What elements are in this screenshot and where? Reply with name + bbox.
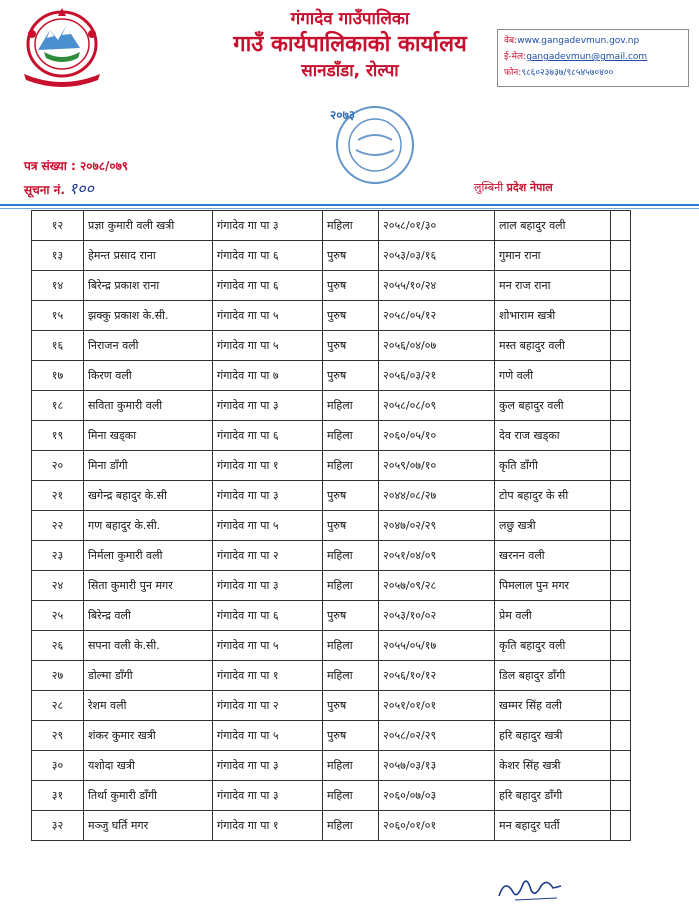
blank-cell <box>611 541 631 571</box>
serial-number-cell: १३ <box>32 241 84 271</box>
birth-date-cell: २०५३/१०/०२ <box>379 601 495 631</box>
birth-date-cell: २०५५/१०/२४ <box>379 271 495 301</box>
header-rule <box>0 204 699 206</box>
applicant-name-cell: मिना खड्का <box>84 421 213 451</box>
address-cell: गंगादेव गा पा १ <box>213 661 323 691</box>
serial-number-cell: २१ <box>32 481 84 511</box>
father-name-cell: गणे वली <box>495 361 611 391</box>
table-row <box>32 721 631 751</box>
gender-cell: पुरुष <box>323 511 379 541</box>
address-cell: गंगादेव गा पा ३ <box>213 211 323 241</box>
applicant-name-cell: खगेन्द्र बहादुर के.सी <box>84 481 213 511</box>
birth-date-cell: २०५६/०४/०७ <box>379 331 495 361</box>
birth-date-cell: २०६०/०१/०१ <box>379 811 495 841</box>
blank-cell <box>611 691 631 721</box>
gender-cell: महिला <box>323 451 379 481</box>
address-cell: गंगादेव गा पा ६ <box>213 241 323 271</box>
web-label: वेब: <box>504 36 518 46</box>
address-cell: गंगादेव गा पा ३ <box>213 751 323 781</box>
serial-number-cell: १६ <box>32 331 84 361</box>
blank-cell <box>611 421 631 451</box>
father-name-cell: शोभाराम खत्री <box>495 301 611 331</box>
birth-date-cell: २०५६/०३/२१ <box>379 361 495 391</box>
father-name-cell: पिमलाल पुन मगर <box>495 571 611 601</box>
father-name-cell: कुल बहादुर वली <box>495 391 611 421</box>
address-cell: गंगादेव गा पा ३ <box>213 571 323 601</box>
blank-cell <box>611 721 631 751</box>
serial-number-cell: २२ <box>32 511 84 541</box>
applicant-name-cell: झक्कु प्रकाश के.सी. <box>84 301 213 331</box>
email-label: ई-मेल: <box>504 52 527 62</box>
blank-cell <box>611 271 631 301</box>
applicant-name-cell: बिरेन्द्र वली <box>84 601 213 631</box>
notice-label: सूचना नं. <box>24 183 65 197</box>
address-cell: गंगादेव गा पा १ <box>213 451 323 481</box>
blank-cell <box>611 391 631 421</box>
gender-cell: महिला <box>323 751 379 781</box>
blank-cell <box>611 571 631 601</box>
father-name-cell: देव राज खड्का <box>495 421 611 451</box>
applicant-name-cell: सपना वली के.सी. <box>84 631 213 661</box>
address-cell: गंगादेव गा पा ५ <box>213 301 323 331</box>
father-name-cell: हरि बहादुर डाँगी <box>495 781 611 811</box>
address-cell: गंगादेव गा पा २ <box>213 691 323 721</box>
serial-number-cell: २८ <box>32 691 84 721</box>
gender-cell: पुरुष <box>323 481 379 511</box>
table-row <box>32 421 631 451</box>
blank-cell <box>611 301 631 331</box>
table-row <box>32 631 631 661</box>
gender-cell: महिला <box>323 211 379 241</box>
web-link[interactable]: www.gangadevmun.gov.np <box>517 36 640 46</box>
birth-date-cell: २०५८/०८/०९ <box>379 391 495 421</box>
address-cell: गंगादेव गा पा ५ <box>213 331 323 361</box>
phone-label: फोन: <box>504 68 522 78</box>
reference-value: २०७८/०७९ <box>79 159 129 173</box>
serial-number-cell: २३ <box>32 541 84 571</box>
blank-cell <box>611 241 631 271</box>
table-row <box>32 301 631 331</box>
emblem-icon <box>14 4 110 88</box>
gender-cell: महिला <box>323 421 379 451</box>
blank-cell <box>611 601 631 631</box>
father-name-cell: मस्त बहादुर वली <box>495 331 611 361</box>
blank-cell <box>611 811 631 841</box>
office-name: गाउँ कार्यपालिकाको कार्यालय <box>233 32 467 57</box>
serial-number-cell: १९ <box>32 421 84 451</box>
birth-date-cell: २०५६/१०/१२ <box>379 661 495 691</box>
father-name-cell: लछु खत्री <box>495 511 611 541</box>
birth-date-cell: २०५५/०५/१७ <box>379 631 495 661</box>
birth-date-cell: २०४७/०२/२९ <box>379 511 495 541</box>
applicant-name-cell: रेशम वली <box>84 691 213 721</box>
serial-number-cell: २४ <box>32 571 84 601</box>
blank-cell <box>611 781 631 811</box>
father-name-cell: डिल बहादुर डाँगी <box>495 661 611 691</box>
serial-number-cell: ३० <box>32 751 84 781</box>
table-row <box>32 241 631 271</box>
reference-label: पत्र संख्या : <box>24 159 80 173</box>
applicant-name-cell: तिर्था कुमारी डाँगी <box>84 781 213 811</box>
table-row <box>32 811 631 841</box>
serial-number-cell: ३१ <box>32 781 84 811</box>
applicant-name-cell: यशोदा खत्री <box>84 751 213 781</box>
table-row <box>32 211 631 241</box>
table-row <box>32 781 631 811</box>
blank-cell <box>611 751 631 781</box>
applicant-name-cell: निराजन वली <box>84 331 213 361</box>
address-cell: गंगादेव गा पा ६ <box>213 421 323 451</box>
birth-date-cell: २०५१/०१/०१ <box>379 691 495 721</box>
province-label <box>474 180 553 195</box>
notice-number <box>24 177 94 199</box>
address-cell: गंगादेव गा पा ६ <box>213 601 323 631</box>
phone-number: ९८६०२३७३७/९८५४५७०४०० <box>521 68 614 78</box>
applicant-name-cell: प्रज्ञा कुमारी वली खत्री <box>84 211 213 241</box>
father-name-cell: हरि बहादुर खत्री <box>495 721 611 751</box>
blank-cell <box>611 481 631 511</box>
gender-cell: महिला <box>323 811 379 841</box>
blank-cell <box>611 451 631 481</box>
blank-cell <box>611 661 631 691</box>
birth-date-cell: २०५८/०२/२९ <box>379 721 495 751</box>
address-cell: गंगादेव गा पा ७ <box>213 361 323 391</box>
table-row <box>32 391 631 421</box>
gender-cell: महिला <box>323 631 379 661</box>
father-name-cell: टोप बहादुर के सी <box>495 481 611 511</box>
gender-cell: महिला <box>323 391 379 421</box>
applicant-name-cell: निर्मला कुमारी वली <box>84 541 213 571</box>
address-cell: गंगादेव गा पा ३ <box>213 391 323 421</box>
table-row <box>32 511 631 541</box>
birth-date-cell: २०५८/०५/१२ <box>379 301 495 331</box>
birth-date-cell: २०४४/०८/२७ <box>379 481 495 511</box>
father-name-cell: कृति बहादुर वली <box>495 631 611 661</box>
serial-number-cell: १५ <box>32 301 84 331</box>
father-name-cell: लाल बहादुर वली <box>495 211 611 241</box>
table-row <box>32 481 631 511</box>
blank-cell <box>611 331 631 361</box>
table-row <box>32 601 631 631</box>
blank-cell <box>611 361 631 391</box>
gender-cell: महिला <box>323 571 379 601</box>
applicant-name-cell: शंकर कुमार खत्री <box>84 721 213 751</box>
address-cell: गंगादेव गा पा ३ <box>213 781 323 811</box>
serial-number-cell: २६ <box>32 631 84 661</box>
applicant-name-cell: डोल्मा डाँगी <box>84 661 213 691</box>
father-name-cell: केशर सिंह खत्री <box>495 751 611 781</box>
gender-cell: महिला <box>323 661 379 691</box>
gender-cell: पुरुष <box>323 241 379 271</box>
address-cell: गंगादेव गा पा ५ <box>213 511 323 541</box>
table-row <box>32 751 631 781</box>
serial-number-cell: २७ <box>32 661 84 691</box>
birth-date-cell: २०५१/०४/०९ <box>379 541 495 571</box>
address-cell: गंगादेव गा पा ३ <box>213 481 323 511</box>
applicant-table <box>31 210 631 841</box>
father-name-cell: मन राज राना <box>495 271 611 301</box>
municipality-name: गंगादेव गाउँपालिका <box>290 9 410 29</box>
birth-date-cell: २०६०/०५/१० <box>379 421 495 451</box>
father-name-cell: गुमान राना <box>495 241 611 271</box>
reference-number <box>24 157 128 174</box>
serial-number-cell: ३२ <box>32 811 84 841</box>
table-row <box>32 541 631 571</box>
applicant-name-cell: हेमन्त प्रसाद राना <box>84 241 213 271</box>
father-name-cell: कृति डाँगी <box>495 451 611 481</box>
gender-cell: पुरुष <box>323 361 379 391</box>
province-prefix: लुम्बिनी <box>474 181 507 194</box>
gender-cell: पुरुष <box>323 271 379 301</box>
address-cell: गंगादेव गा पा ५ <box>213 631 323 661</box>
father-name-cell: मन बहादुर घर्ती <box>495 811 611 841</box>
blank-cell <box>611 631 631 661</box>
serial-number-cell: १७ <box>32 361 84 391</box>
email-link[interactable]: gangadevmun@gmail.com <box>526 52 648 62</box>
serial-number-cell: १८ <box>32 391 84 421</box>
table-row <box>32 271 631 301</box>
father-name-cell: प्रेम वली <box>495 601 611 631</box>
applicant-name-cell: सिता कुमारी पुन मगर <box>84 571 213 601</box>
serial-number-cell: २५ <box>32 601 84 631</box>
contact-box <box>497 29 689 87</box>
birth-date-cell: २०५७/०३/१३ <box>379 751 495 781</box>
blank-cell <box>611 511 631 541</box>
signature-icon <box>495 874 565 904</box>
applicant-name-cell: मिना डाँगी <box>84 451 213 481</box>
address-cell: गंगादेव गा पा २ <box>213 541 323 571</box>
gender-cell: महिला <box>323 781 379 811</box>
serial-number-cell: २९ <box>32 721 84 751</box>
office-address: सानडाँडा, रोल्पा <box>301 61 399 81</box>
serial-number-cell: २० <box>32 451 84 481</box>
applicant-name-cell: मञ्जु घर्ति मगर <box>84 811 213 841</box>
applicant-name-cell: बिरेन्द्र प्रकाश राना <box>84 271 213 301</box>
gender-cell: पुरुष <box>323 331 379 361</box>
birth-date-cell: २०५९/०७/१० <box>379 451 495 481</box>
address-cell: गंगादेव गा पा १ <box>213 811 323 841</box>
father-name-cell: खरनन वली <box>495 541 611 571</box>
serial-number-cell: १२ <box>32 211 84 241</box>
office-header <box>195 8 505 82</box>
gender-cell: पुरुष <box>323 691 379 721</box>
address-cell: गंगादेव गा पा ६ <box>213 271 323 301</box>
table-row <box>32 691 631 721</box>
birth-date-cell: २०६०/०७/०३ <box>379 781 495 811</box>
applicant-name-cell: गण बहादुर के.सी. <box>84 511 213 541</box>
gender-cell: पुरुष <box>323 601 379 631</box>
table-row <box>32 361 631 391</box>
table-row <box>32 331 631 361</box>
gender-cell: पुरुष <box>323 301 379 331</box>
notice-value: १०० <box>68 179 94 198</box>
address-cell: गंगादेव गा पा ५ <box>213 721 323 751</box>
gender-cell: महिला <box>323 541 379 571</box>
father-name-cell: खम्मर सिंह वली <box>495 691 611 721</box>
header-rule-thin <box>0 208 699 209</box>
table-row <box>32 661 631 691</box>
serial-number-cell: १४ <box>32 271 84 301</box>
applicant-name-cell: किरण वली <box>84 361 213 391</box>
birth-date-cell: २०५७/०९/२८ <box>379 571 495 601</box>
table-row <box>32 571 631 601</box>
gender-cell: पुरुष <box>323 721 379 751</box>
province-name: प्रदेश नेपाल <box>506 181 553 194</box>
stamp-year: २०७३ <box>330 108 355 122</box>
birth-date-cell: २०५३/०३/१६ <box>379 241 495 271</box>
birth-date-cell: २०५८/०१/३० <box>379 211 495 241</box>
blank-cell <box>611 211 631 241</box>
applicant-name-cell: सविता कुमारी वली <box>84 391 213 421</box>
table-row <box>32 451 631 481</box>
